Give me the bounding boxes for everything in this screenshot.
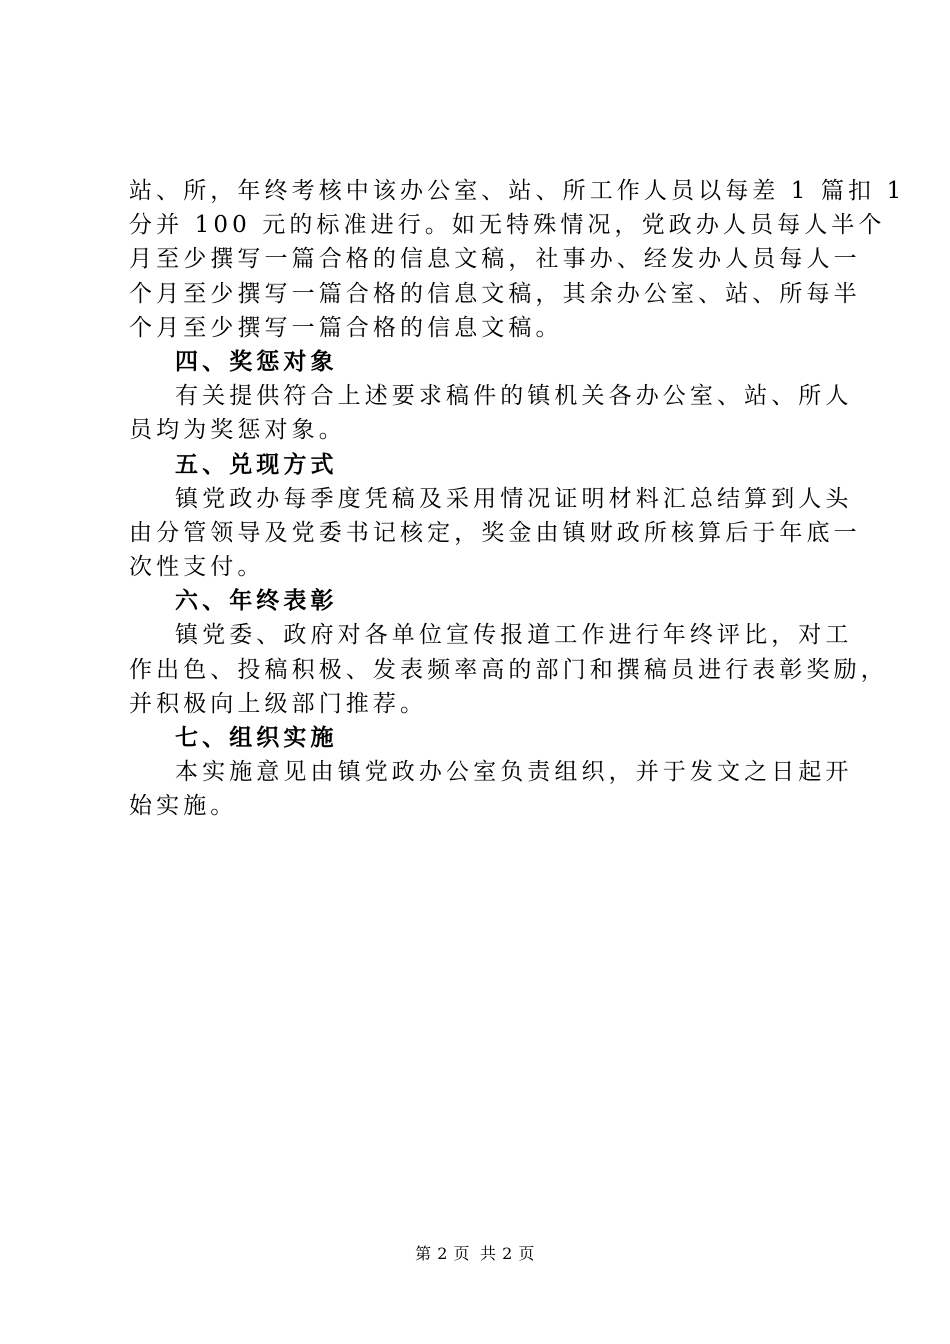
paragraph-line: 始实施。 bbox=[129, 793, 238, 820]
paragraph-line: 并积极向上级部门推荐。 bbox=[129, 690, 428, 717]
paragraph-line: 本实施意见由镇党政办公室负责组织，并于发文之日起开 bbox=[175, 759, 853, 786]
paragraph-line: 个月至少撰写一篇合格的信息文稿。 bbox=[129, 314, 563, 341]
document-body bbox=[129, 174, 906, 824]
paragraph-line: 月至少撰写一篇合格的信息文稿，社事办、经发办人员每人一 bbox=[129, 246, 861, 273]
section-heading: 四、奖惩对象 bbox=[175, 347, 338, 375]
paragraph-line: 镇党委、政府对各单位宣传报道工作进行年终评比，对工 bbox=[175, 622, 853, 649]
paragraph-line: 站、所，年终考核中该办公室、站、所工作人员以每差 1 篇扣 1 bbox=[129, 178, 906, 204]
page-total: 共 2 页 bbox=[480, 1244, 535, 1263]
section-heading: 六、年终表彰 bbox=[175, 587, 338, 615]
page-number: 第 2 页 bbox=[415, 1244, 470, 1263]
paragraph-line: 分并 100 元的标准进行。如无特殊情况，党政办人员每人半个 bbox=[129, 212, 886, 239]
paragraph-line: 有关提供符合上述要求稿件的镇机关各办公室、站、所人 bbox=[175, 383, 853, 410]
paragraph-line: 镇党政办每季度凭稿及采用情况证明材料汇总结算到人头 bbox=[175, 485, 853, 512]
paragraph-line: 个月至少撰写一篇合格的信息文稿，其余办公室、站、所每半 bbox=[129, 280, 861, 307]
paragraph-line: 由分管领导及党委书记核定，奖金由镇财政所核算后于年底一 bbox=[129, 519, 861, 546]
paragraph-line: 作出色、投稿积极、发表频率高的部门和撰稿员进行表彰奖励， bbox=[129, 656, 888, 683]
page-footer bbox=[0, 1243, 950, 1265]
paragraph-line: 员均为奖惩对象。 bbox=[129, 417, 346, 444]
paragraph-line: 次性支付。 bbox=[129, 554, 265, 581]
section-heading: 七、组织实施 bbox=[175, 724, 338, 751]
section-heading: 五、兑现方式 bbox=[175, 450, 338, 478]
